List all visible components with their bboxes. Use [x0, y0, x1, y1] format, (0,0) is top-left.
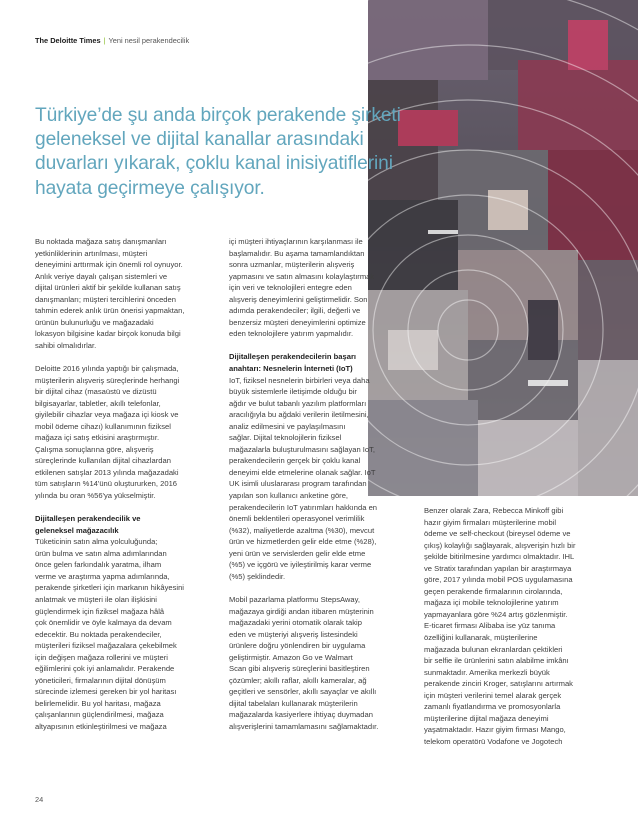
text-line: ağdır ve bulut tabanlı yazılım platformları [229, 398, 367, 408]
text-column-2 [229, 236, 419, 744]
subheading-line: anahtarı: Nesnelerin İnterneti (IoT) [229, 364, 353, 374]
text-line: müşterilerine dijital mağaza deneyimi [424, 713, 549, 723]
text-line: lokasyon bilgisine kadar birçok konuda bilgi [35, 329, 181, 339]
text-line: tüm satışların %14'ünü oluştururken, 2016 [35, 479, 178, 489]
text-line: mobil ödeme cihazı) kullanımının fiziksel [35, 421, 171, 431]
text-line: ve Stratix tarafından yapılan bir araştırmaya [424, 563, 572, 573]
text-line: eden ve müşteriyi alışveriş listesindeki [229, 629, 358, 639]
text-line: bir dijital cihaz (masaüstü ve dizüstü [35, 387, 157, 397]
text-line: Mobil pazarlama platformu StepsAway, [229, 594, 360, 604]
text-line: mağazadaki yerini otomatik olarak takip [229, 618, 362, 628]
text-line: ürünlere doğru yönlendiren bir uygulama [229, 641, 366, 651]
text-line: tahmin ederek anlık ürün önerisi yapmaktan, [35, 306, 185, 316]
paragraph-deloitte-study [35, 363, 225, 502]
text-line: dijital tabelaları kullanarak müşterilerin [229, 698, 358, 708]
text-line: edecektir. Bu noktada perakendeciler, [35, 629, 162, 639]
text-line: mağazalarda kasiyerlere ihtiyaç duymadan [229, 710, 373, 720]
text-line: hazır giyim firmaları müşterilerine mobil [424, 517, 557, 527]
text-line: anlatmak ve müşteri ile olan ilişkisini [35, 594, 157, 604]
text-line: ödeme ve self-checkout (bireysel ödeme ve [424, 529, 571, 539]
text-line: sonra uzmanlar, müşterilerin alışveriş [229, 260, 355, 270]
text-line: mağaza içi satış etkisini araştırmıştır. [35, 433, 160, 443]
paragraph-sales-consultants [35, 236, 225, 351]
publication-name: The Deloitte Times [35, 36, 101, 45]
text-line: yetkinliklerinin artırılması, müşteri [35, 248, 148, 258]
text-line: perakende şirketleri için markanın hikâyesini [35, 583, 184, 593]
text-line: alışveriş deneyimlerini geliştirmelidir. Son [229, 294, 368, 304]
text-line: benzersiz müşteri deneyimlerini optimize [229, 317, 366, 327]
text-line: dijital ürünleri aktif bir şekilde kullanan satış [35, 283, 181, 293]
text-line: ürünün bulunurluğu ve mağazadaki [35, 317, 154, 327]
paragraph-mobile-payments [424, 505, 614, 747]
text-line: perakendecilerin IoT yatırımları hakkında en [229, 502, 378, 512]
text-line: UK isimli uluslararası program tarafından [229, 479, 367, 489]
text-line: yılında bu oran %56'ya yükselmiştir. [35, 491, 156, 501]
text-line: giyilebilir cihazlar veya mağaza içi kiosk ve [35, 410, 179, 420]
text-line: eden teknolojilere yatırım yapmalıdır. [229, 329, 354, 339]
text-line: göre, 2017 yılında mobil POS uygulamasına [424, 575, 573, 585]
text-line: geçen perakende firmalarının cirolarında, [424, 586, 563, 596]
text-line: mağazalarla buluşturulmasını sağlayan IoT, [229, 444, 376, 454]
text-line: çalışanlarının güçlendirilmesi, mağaza [35, 710, 164, 720]
text-line: aracılığıyla bu ağdaki verilerin iletilmesini, [229, 410, 369, 420]
text-line: Bu noktada mağaza satış danışmanları [35, 237, 167, 246]
text-line: büyük sistemlerle iletişimde olduğu bir [229, 387, 357, 397]
text-line: adımda perakendeciler; ilgili, değerli ve [229, 306, 361, 316]
text-line: verme ve araştırma yapma adımlarında, [35, 571, 170, 581]
text-line: Scan gibi alışveriş süreçlerini basitleştiren [229, 664, 370, 674]
text-line: çözümler; akıllı raflar, akıllı kameralar, ağ [229, 675, 367, 685]
text-line: yapmasını ve satın almasını kolaylaştırmak [229, 271, 375, 281]
text-line: için müşteri verilerini temel alarak gerçek [424, 690, 562, 700]
text-line: geçitleri ve sensörler, akıllı sayaçlar ve akıllı [229, 687, 377, 697]
text-line: sürecinde izlemesi gereken bir yol haritası [35, 687, 177, 697]
text-line: Benzer olarak Zara, Rebecca Minkoff gibi [424, 506, 564, 515]
text-line: süreçlerinde kullanılan dijital cihazlardan [35, 456, 171, 466]
headline-line: duvarları yıkarak, çoklu kanal inisiyatiflerini [35, 153, 393, 175]
text-line: (%32), maliyetlerde azaltma (%30), mevcut [229, 525, 375, 535]
subheading-iot [229, 351, 419, 374]
text-line: önce gelen farkındalık yaratma, ilham [35, 560, 162, 570]
text-line: özelliğini kullanarak, müşterilerine [424, 633, 538, 643]
text-line: sahibi olmalıdırlar. [35, 340, 97, 350]
page-number: 24 [35, 795, 44, 804]
text-line: çıkış) kolaylığı sağlayarak, alışverişin hızlı bir [424, 540, 576, 550]
text-line: için veri ve teknolojileri entegre eden [229, 283, 352, 293]
text-line: için değişen mağaza rollerini ve müşteri [35, 652, 168, 662]
text-line: Tüketicinin satın alma yolculuğunda; [35, 537, 158, 547]
subheading-line: Dijitalleşen perakendecilik ve [35, 514, 141, 524]
text-line: ürün ve hizmetlerden gelir elde etme (%28), [229, 537, 377, 547]
text-line: danışmanları; müşteri tercihlerini önceden [35, 294, 176, 304]
text-line: belirlemelidir. Bu yol haritası, mağaza [35, 698, 161, 708]
subheading-digital-retail [35, 513, 225, 536]
text-line: yapılan son kullanıcı anketine göre, [229, 491, 349, 501]
text-line: müşterileri fiziksel mağazalara çekebilmek [35, 641, 177, 651]
text-line: bir selfie ile ürünlerini satın alabilme imkânı [424, 656, 569, 666]
text-line: perakendecilerin gerçek bir çoklu kanal [229, 456, 361, 466]
text-line: perakende zinciri Kroger, satışlarını artırmak [424, 679, 573, 689]
text-line: E-ticaret firması Alibaba ise yüz tanıma [424, 621, 556, 631]
text-line: yeni ürün ve servislerden gelir elde etme [229, 548, 366, 558]
text-line: müşterilerin alışveriş süreçlerinde herhangi [35, 375, 180, 385]
text-line: sunmaktadır. Amerika merkezli büyük [424, 667, 550, 677]
text-line: güçlendirmek için fiziksel mağaza hâlâ [35, 606, 165, 616]
text-line: analiz edilmesini ve paylaşılmasını [229, 421, 346, 431]
header-separator: | [103, 36, 106, 45]
text-line: altyapısının etkinleştirilmesi ve mağaza [35, 721, 167, 731]
text-line: Anlık veriye dayalı çalışan sistemleri ve [35, 271, 168, 281]
text-column-1 [35, 236, 225, 744]
section-name: Yeni nesil perakendecilik [108, 36, 190, 45]
text-line: telekom operatörü Vodafone ve Jogotech [424, 736, 563, 746]
subheading-line: Dijitalleşen perakendecilerin başarı [229, 352, 357, 362]
text-line: zamanlı fiyatlandırma ve promosyonlarla [424, 702, 561, 712]
text-line: yapmayanlara göre %24 artış gözlenmiştir. [424, 609, 568, 619]
running-header [35, 36, 189, 45]
headline-line: geleneksel ve dijital kanallar arasındaki [35, 129, 364, 151]
text-line: deneyimini arttırmak için önemli rol oynuyor. [35, 260, 183, 270]
text-line: alışverişlerini tamamlamasını sağlamaktadır. [229, 721, 379, 731]
text-line: yöneticileri, firmalarının dijital dönüşüm [35, 675, 166, 685]
paragraph-mobile-marketing [229, 594, 419, 733]
text-line: mağazaya girdiği andan itibaren müşterinin [229, 606, 374, 616]
text-line: çok önemlidir ve öyle kalmaya da devam [35, 618, 172, 628]
text-line: Deloitte 2016 yılında yaptığı bir çalışmada, [35, 364, 179, 374]
headline [35, 104, 425, 201]
text-line: etkilenen satışlar 2013 yılında mağazadaki [35, 467, 179, 477]
text-line: başlamalıdır. Bu aşama tamamlandıktan [229, 248, 365, 258]
text-column-3 [424, 505, 614, 759]
text-line: içi müşteri ihtiyaçlarının karşılanması ile [229, 237, 363, 246]
text-line: IoT, fiziksel nesnelerin birbirleri veya daha [229, 375, 370, 385]
text-line: (%5) ve içgörü ve iyileştirilmiş karar verme [229, 560, 372, 570]
text-line: önemli beklentileri operasyonel verimlilik [229, 514, 365, 524]
text-line: deneyimi elde etmelerine olanak sağlar. IoT [229, 467, 376, 477]
paragraph-customer-journey [35, 536, 225, 732]
text-line: ürün bulma ve satın alma adımlarından [35, 548, 167, 558]
text-line: mağaza içi mobile teknolojilerine yatırım [424, 598, 559, 608]
paragraph-roadmap [229, 236, 419, 340]
text-line: eğilimlerini çok iyi anlamalıdır. Perakende [35, 664, 175, 674]
headline-line: Türkiye’de şu anda birçok perakende şirketi [35, 105, 401, 126]
subheading-line: geleneksel mağazacılık [35, 525, 119, 535]
text-line: geliştirmiştir. Amazon Go ve Walmart [229, 652, 353, 662]
text-line: mağazada bulunan ekranlardan çektikleri [424, 644, 563, 654]
text-line: (%5) şeklindedir. [229, 571, 286, 581]
text-line: bilgisayarlar, tabletler, akıllı telefonlar, [35, 398, 161, 408]
headline-line: hayata geçirmeye çalışıyor. [35, 177, 265, 199]
text-line: sağlar. Dijital teknolojilerin fiziksel [229, 433, 342, 443]
text-line: yaşatmaktadır. Hazır giyim firması Mango, [424, 725, 566, 735]
paragraph-iot [229, 375, 419, 583]
text-line: Çalışma sonuçlarına göre, alışveriş [35, 444, 154, 454]
text-line: şekilde bitirilmesine yardımcı olmaktadır. IHL [424, 552, 575, 562]
